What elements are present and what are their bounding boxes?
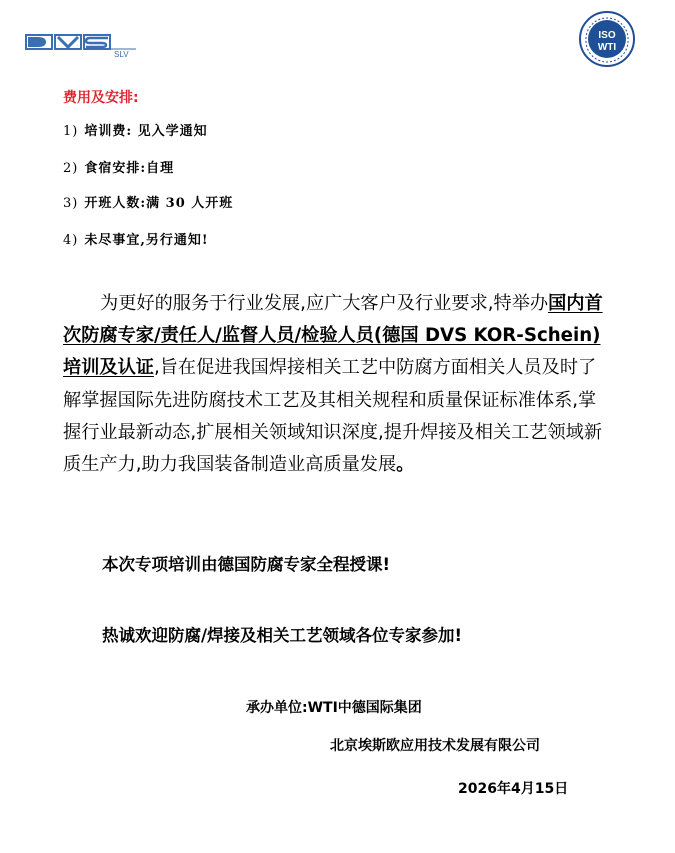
welcome-notice: 热诚欢迎防腐/焊接及相关工艺领域各位专家参加! bbox=[102, 626, 463, 645]
dvs-slv-logo bbox=[24, 29, 139, 59]
arrangement-text: 未尽事宜,另行通知! bbox=[84, 233, 209, 248]
arrangement-number: 4) bbox=[63, 233, 79, 248]
arrangement-text: 培训费: 见入学通知 bbox=[84, 124, 208, 139]
svg-text:ISO: ISO bbox=[598, 30, 616, 41]
arrangement-item bbox=[63, 229, 209, 248]
arrangement-item bbox=[63, 157, 174, 176]
organizer-line: 承办单位:WTI中德国际集团 bbox=[246, 700, 422, 716]
arrangement-text: 开班人数:满 30 人开班 bbox=[84, 196, 234, 211]
fees-section-title: 费用及安排: bbox=[63, 90, 139, 106]
svg-text:SLV: SLV bbox=[114, 50, 129, 59]
organizer-company: 北京埃斯欧应用技术发展有限公司 bbox=[330, 738, 540, 754]
intro-paragraph bbox=[63, 288, 613, 481]
svg-text:WTI: WTI bbox=[597, 42, 617, 53]
arrangement-text: 食宿安排:自理 bbox=[84, 161, 175, 176]
paragraph-text-continued: ,旨在促进我国焊接相关工艺中防腐方面相关人员及时了解掌握国际先进防腐技术工艺及其相关规程和质量保证标准体系,掌握行业最新动态,扩展相关领域知识深度,提升焊接及相关工艺领域新质生产力,助力我国装备制造业高质量发展 bbox=[63, 357, 603, 476]
arrangement-number: 1) bbox=[63, 124, 79, 139]
arrangement-number: 3) bbox=[63, 196, 79, 211]
arrangement-number: 2) bbox=[63, 161, 79, 176]
arrangement-item bbox=[63, 120, 208, 139]
paragraph-end: 。 bbox=[396, 454, 415, 476]
arrangement-item bbox=[63, 192, 233, 211]
document-date: 2026年4月15日 bbox=[458, 781, 569, 797]
paragraph-text: 为更好的服务于行业发展,应广大客户及行业要求,特举办 bbox=[100, 293, 549, 314]
course-title-highlight: 国内首次防腐专家/责任人/监督人员/检验人员(德国 DVS KOR-Schein)培训及认证 bbox=[63, 293, 603, 379]
iso-wti-seal-logo bbox=[578, 10, 636, 68]
expert-teaching-notice: 本次专项培训由德国防腐专家全程授课! bbox=[102, 555, 391, 574]
